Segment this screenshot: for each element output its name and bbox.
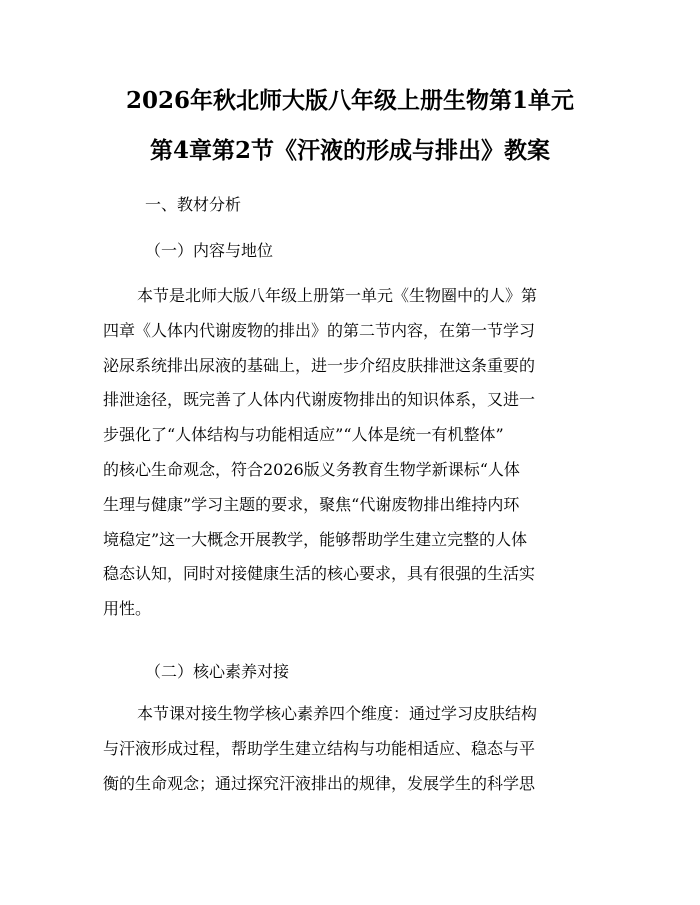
paragraph-line: 生理与健康”学习主题的要求，聚焦“代谢废物排出维持内环 [103,494,520,514]
paragraph-core-literacy [103,697,603,801]
paragraph-content-position [103,279,603,627]
subsection-heading-content-position: （一）内容与地位 [145,241,274,260]
paragraph-line: 四章《人体内代谢废物的排出》的第二节内容，在第一节学习 [103,320,536,340]
paragraph-line: 稳态认知，同时对接健康生活的核心要求，具有很强的生活实 [103,564,536,584]
paragraph-line: 境稳定”这一大概念开展教学，能够帮助学生建立完整的人体 [103,529,528,549]
paragraph-line: 步强化了“人体结构与功能相适应”“人体是统一有机整体” [103,425,504,445]
paragraph-line: 本节是北师大版八年级上册第一单元《生物圈中的人》第 [137,286,538,305]
document-title-line-1: 2026年秋北师大版八年级上册生物第1单元 [125,87,575,114]
section-heading-textbook-analysis: 一、教材分析 [145,195,242,214]
paragraph-line: 排泄途径，既完善了人体内代谢废物排出的知识体系，又进一 [103,390,536,410]
paragraph-line: 衡的生命观念；通过探究汗液排出的规律，发展学生的科学思 [103,773,536,793]
paragraph-line: 泌尿系统排出尿液的基础上，进一步介绍皮肤排泄这条重要的 [103,355,536,375]
paragraph-line: 用性。 [103,599,152,619]
subsection-heading-core-literacy: （二）核心素养对接 [145,662,290,681]
paragraph-line: 的核心生命观念，符合2026版义务教育生物学新课标“人体 [103,459,520,479]
document-title-line-2: 第4章第2节《汗液的形成与排出》教案 [149,137,550,164]
paragraph-line: 与汗液形成过程，帮助学生建立结构与功能相适应、稳态与平 [103,738,536,758]
paragraph-line: 本节课对接生物学核心素养四个维度：通过学习皮肤结构 [137,704,538,723]
